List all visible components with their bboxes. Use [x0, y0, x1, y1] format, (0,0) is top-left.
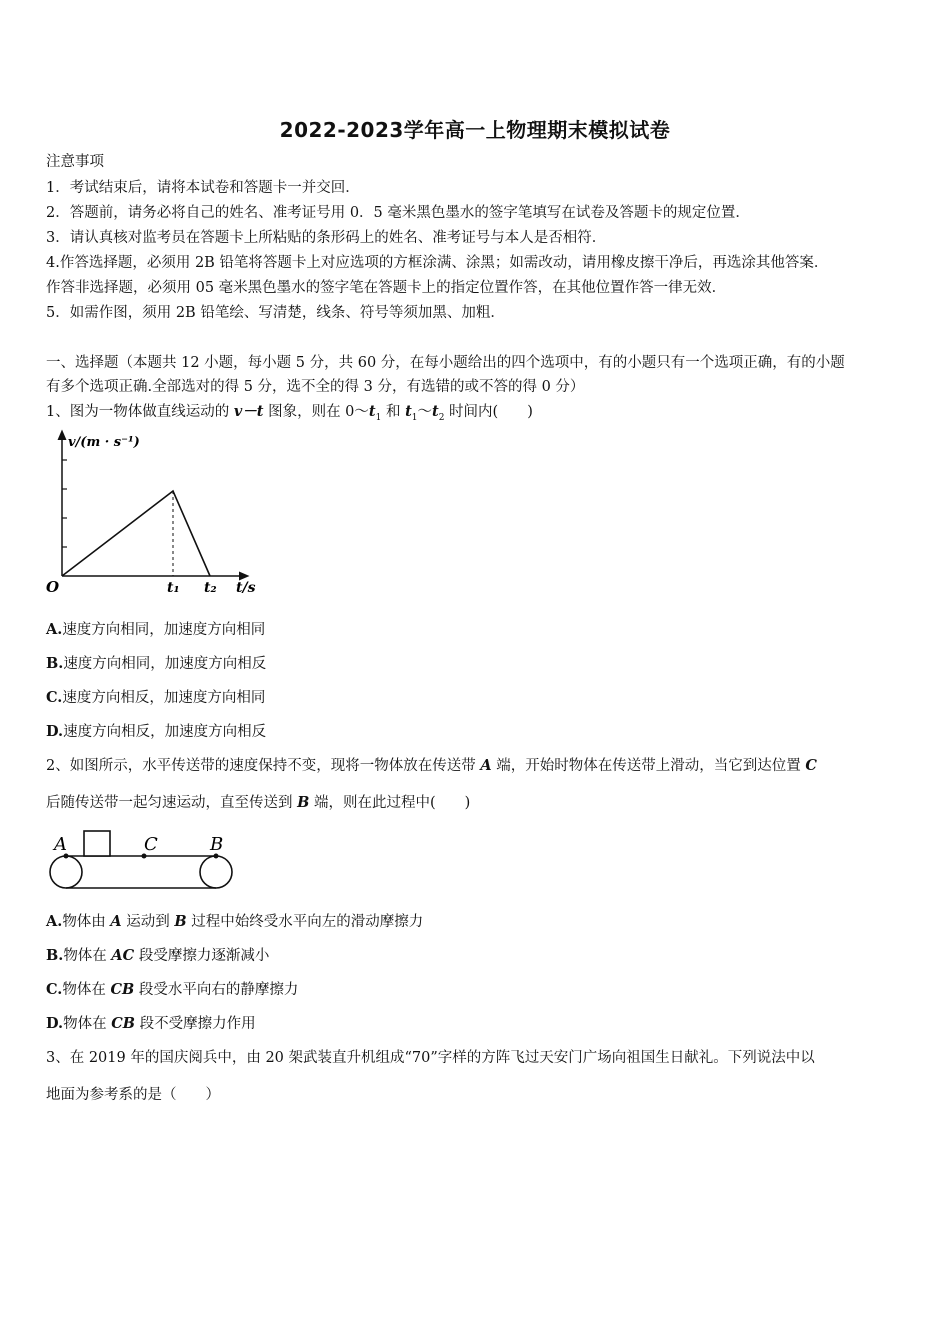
q2-option-b[interactable]: B.物体在 AC 段受摩擦力逐渐减小 [46, 947, 270, 964]
t1-label: t₁ [167, 580, 180, 596]
right-pulley [200, 856, 232, 888]
label-c: C [144, 834, 158, 855]
notice-item-4: 4.作答选择题，必须用 2B 铅笔将答题卡上对应选项的方框涂满、涂黑；如需改动，请用橡皮擦干净后，再选涂其他答案． [46, 255, 829, 271]
q1-option-d[interactable]: D.速度方向相反，加速度方向相反 [46, 723, 267, 740]
q2-option-a[interactable]: A.物体由 A 运动到 B 过程中始终受水平向左的滑动摩擦力 [46, 913, 424, 930]
q3-stem-line2: 地面为参考系的是（ ） [46, 1087, 220, 1103]
x-axis-label: t/s [236, 580, 256, 596]
label-a: A [54, 834, 67, 855]
q1-option-c[interactable]: C.速度方向相反，加速度方向相同 [46, 689, 266, 706]
q1-option-b[interactable]: B.速度方向相同，加速度方向相反 [46, 655, 267, 672]
origin-label: O [46, 578, 60, 596]
notice-item-2: 2．答题前，请务必将自己的姓名、准考证号用 0．5 毫米黑色墨水的签字笔填写在试卷及答题卡的规定位置． [46, 205, 750, 221]
notice-item-3: 3．请认真核对监考员在答题卡上所粘贴的条形码上的姓名、准考证号与本人是否相符． [46, 230, 607, 246]
vt-graph [40, 428, 270, 598]
q2-stem-line1: 2、如图所示，水平传送带的速度保持不变，现将一物体放在传送带 A 端，开始时物体在传送带上滑动，当它到达位置 C [46, 757, 817, 774]
t2-label: t₂ [204, 580, 217, 596]
q3-stem-line1: 3、在 2019 年的国庆阅兵中，由 20 架武装直升机组成“70”字样的方阵飞过天安门广场向祖国生日献礼。下列说法中以 [46, 1050, 815, 1066]
q2-stem-line2: 后随传送带一起匀速运动，直至传送到 B 端，则在此过程中( ) [46, 794, 471, 811]
vt-line [62, 491, 210, 576]
y-axis-label: v/(m · s⁻¹) [68, 435, 140, 450]
q1-option-a[interactable]: A.速度方向相同，加速度方向相同 [46, 621, 266, 638]
q2-option-d[interactable]: D.物体在 CB 段不受摩擦力作用 [46, 1015, 256, 1032]
notice-item-5: 5．如需作图，须用 2B 铅笔绘、写清楚，线条、符号等须加黑、加粗． [46, 305, 505, 321]
notice-item-4-cont: 作答非选择题，必须用 05 毫米黑色墨水的签字笔在答题卡上的指定位置作答，在其他位置作答一律无效． [46, 280, 727, 296]
conveyor-belt-figure [44, 826, 244, 896]
notice-heading: 注意事项 [46, 154, 104, 170]
block [84, 831, 110, 856]
left-pulley [50, 856, 82, 888]
label-b: B [210, 834, 224, 855]
section-heading-line2: 有多个选项正确.全部选对的得 5 分，选不全的得 3 分，有选错的或不答的得 0 分） [46, 379, 585, 395]
page-title: 2022-2023学年高一上物理期末模拟试卷 [279, 118, 671, 142]
q2-option-c[interactable]: C.物体在 CB 段受水平向右的静摩擦力 [46, 981, 299, 998]
q1-stem: 1、图为一物体做直线运动的 v－t 图象，则在 $0\sim t_1$ 和 $t_1\sim t_2$ 时间内( ) [46, 403, 533, 423]
section-heading-line1: 一、选择题（本题共 12 小题，每小题 5 分，共 60 分，在每小题给出的四个选项中，有的小题只有一个选项正确，有的小题 [46, 355, 845, 371]
notice-item-1: 1．考试结束后，请将本试卷和答题卡一并交回． [46, 180, 360, 196]
